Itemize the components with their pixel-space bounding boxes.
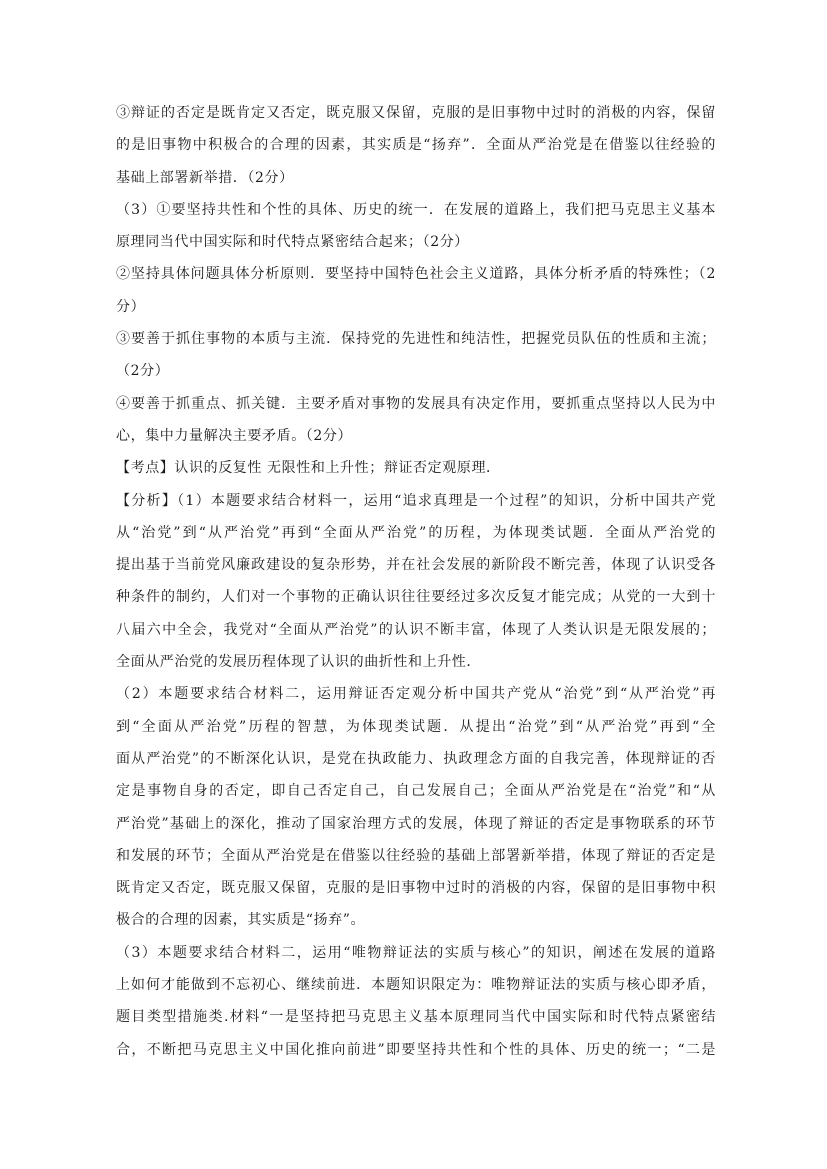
text-line: 到“全面从严治党”历程的智慧，为体现类试题．从提出“治党”到“从严治党”再到“全 — [116, 718, 716, 735]
text-line: 提出基于当前党风廉政建设的复杂形势，并在社会发展的新阶段不断完善，体现了认识受各 — [116, 557, 716, 574]
text-line: ③要善于抓住事物的本质与主流．保持党的先进性和纯洁性，把握党员队伍的性质和主流； — [116, 331, 716, 348]
text-line: 的是旧事物中积极合的合理的因素，其实质是“扬弃”．全面从严治党是在借鉴以往经验的 — [116, 137, 716, 154]
text-line: 合，不断把马克思主义中国化推向前进”即要坚持共性和个性的具体、历史的统一；“二是 — [116, 1041, 716, 1058]
text-line: 基础上部署新举措．（2分） — [116, 169, 294, 186]
text-line: （2分） — [116, 363, 170, 380]
text-line: ④要善于抓重点、抓关键．主要矛盾对事物的发展具有决定作用，要抓重点坚持以人民为中 — [116, 395, 716, 412]
text-line: 题目类型措施类.材料“一是坚持把马克思主义基本原理同当代中国实际和时代特点紧密结 — [116, 1009, 716, 1026]
text-line: 上如何才能做到不忘初心、继续前进．本题知识限定为：唯物辩证法的实质与核心即矛盾， — [116, 977, 716, 994]
text-line: 定是事物自身的否定，即自己否定自己，自己发展自己；全面从严治党是在“治党”和“从 — [116, 783, 716, 800]
text-line: 【考点】认识的反复性 无限性和上升性；辩证否定观原理． — [116, 460, 501, 477]
text-line: 严治党”基础上的深化，推动了国家治理方式的发展，体现了辩证的否定是事物联系的环节 — [116, 815, 716, 832]
text-line: ③辩证的否定是既肯定又否定，既克服又保留，克服的是旧事物中过时的消极的内容，保留 — [116, 105, 716, 121]
text-line: 极合的合理的因素，其实质是“扬弃”。 — [116, 912, 366, 929]
text-line: 分） — [116, 298, 146, 315]
text-line: （3）①要坚持共性和个性的具体、历史的统一．在发展的道路上，我们把马克思主义基本 — [116, 201, 716, 218]
text-line: 【分析】（1）本题要求结合材料一，运用“追求真理是一个过程”的知识，分析中国共产党 — [116, 492, 716, 509]
text-line: 全面从严治党的发展历程体现了认识的曲折性和上升性． — [116, 654, 481, 671]
text-line: 八届六中全会，我党对“全面从严治党”的认识不断丰富，体现了人类认识是无限发展的； — [116, 621, 716, 638]
document-body — [116, 97, 716, 1066]
text-line: （2）本题要求结合材料二，运用辩证否定观分析中国共产党从“治党”到“从严治党”再 — [116, 686, 716, 703]
text-line: 心，集中力量解决主要矛盾。（2分） — [116, 427, 353, 444]
text-line: 从“治党”到“从严治党”再到“全面从严治党”的历程，为体现类试题．全面从严治党的 — [116, 524, 716, 541]
text-line: 种条件的制约，人们对一个事物的正确认识往往要经过多次反复才能完成；从党的一大到十 — [116, 589, 716, 606]
text-line: （3）本题要求结合材料二，运用“唯物辩证法的实质与核心”的知识，阐述在发展的道路 — [116, 944, 716, 961]
text-line: 既肯定又否定，既克服又保留，克服的是旧事物中过时的消极的内容，保留的是旧事物中积 — [116, 880, 716, 897]
text-line: 原理同当代中国实际和时代特点紧密结合起来；（2分） — [116, 234, 469, 251]
text-line: ②坚持具体问题具体分析原则．要坚持中国特色社会主义道路，具体分析矛盾的特殊性；（2 — [116, 266, 716, 283]
text-line: 面从严治党”的不断深化认识，是党在执政能力、执政理念方面的自我完善，体现辩证的否 — [116, 750, 716, 767]
text-line: 和发展的环节；全面从严治党是在借鉴以往经验的基础上部署新举措，体现了辩证的否定是 — [116, 847, 716, 864]
